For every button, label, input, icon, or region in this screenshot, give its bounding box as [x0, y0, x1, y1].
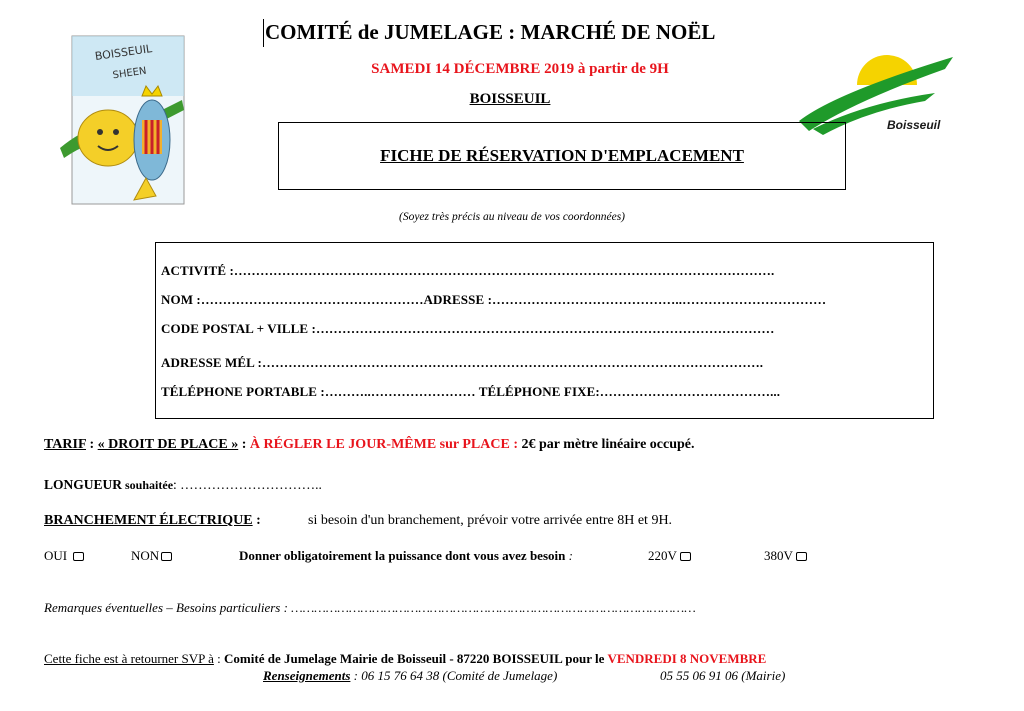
checkbox-non[interactable]: [161, 552, 172, 561]
option-oui-label: OUI: [44, 548, 68, 563]
phone-mairie: 05 55 06 91 06 (Mairie): [660, 668, 786, 683]
logo-left-text-top: BOISSEUIL: [94, 42, 153, 63]
jumelage-logo: [56, 28, 191, 208]
branchement-text: si besoin d'un branchement, prévoir votre arrivée entre 8H et 9H.: [308, 513, 673, 528]
remarques-field[interactable]: Remarques éventuelles – Besoins particuliers : ……………………………………………………………………………………………: [44, 600, 696, 615]
field-nom-adresse[interactable]: NOM :……………………………………………ADRESSE :……………………………………..……………………………: [161, 292, 827, 307]
return-colon: :: [213, 651, 225, 666]
tarif-red-text: À RÉGLER LE JOUR-MÊME sur PLACE :: [249, 437, 522, 452]
longueur-label: LONGUEUR: [44, 477, 123, 492]
puissance-colon: :: [565, 548, 573, 563]
puissance-line: [239, 548, 573, 564]
event-date: SAMEDI 14 DÉCEMBRE 2019 à partir de 9H: [371, 61, 669, 77]
longueur-dots: : …………………………..: [173, 477, 322, 492]
checkbox-220v[interactable]: [680, 552, 691, 561]
tarif-colon2: :: [238, 437, 250, 452]
option-380v-label: 380V: [764, 548, 793, 563]
branchement-line: [44, 513, 261, 529]
option-non-label: NON: [131, 548, 160, 563]
return-deadline: VENDREDI 8 NOVEMBRE: [607, 651, 767, 666]
return-address: Comité de Jumelage Mairie de Boisseuil - 87220 BOISSEUIL pour le: [224, 651, 608, 666]
puissance-text: Donner obligatoirement la puissance dont vous avez besoin: [239, 548, 566, 563]
tarif-line: [44, 437, 695, 453]
text-cursor: [263, 19, 264, 47]
field-telephone[interactable]: TÉLÉPHONE PORTABLE :………..…………………… TÉLÉPHONE FIXE:…………………………………...: [161, 384, 781, 399]
reservation-title: FICHE DE RÉSERVATION D'EMPLACEMENT: [380, 146, 744, 165]
option-220v-label: 220V: [648, 548, 677, 563]
page-title: COMITÉ de JUMELAGE : MARCHÉ DE NOËL: [265, 20, 716, 44]
checkbox-oui[interactable]: [73, 552, 84, 561]
option-220v[interactable]: [648, 548, 691, 564]
tarif-price: 2€ par mètre linéaire occupé.: [521, 437, 695, 452]
return-line: [44, 651, 766, 667]
logo-right-text: Boisseuil: [887, 118, 941, 132]
precision-note: (Soyez très précis au niveau de vos coordonnées): [399, 211, 625, 223]
option-380v[interactable]: [764, 548, 807, 564]
event-town: BOISSEUIL: [469, 91, 551, 107]
option-non[interactable]: [131, 548, 172, 564]
field-adresse-mel[interactable]: ADRESSE MÉL :…………………………………………………………………………………………………….: [161, 355, 764, 370]
return-label: Cette fiche est à retourner SVP à: [44, 651, 214, 666]
option-oui[interactable]: [44, 548, 84, 564]
longueur-line[interactable]: [44, 477, 322, 493]
branchement-colon: :: [252, 513, 261, 528]
field-code-postal-ville[interactable]: CODE POSTAL + VILLE :……………………………………………………………………………………………: [161, 321, 775, 336]
branchement-label: BRANCHEMENT ÉLECTRIQUE: [44, 513, 253, 528]
renseignements-label: Renseignements: [263, 668, 351, 683]
renseignements-line: [263, 668, 557, 684]
longueur-sub: souhaitée: [122, 478, 174, 492]
tarif-droit: « DROIT DE PLACE »: [97, 437, 239, 452]
checkbox-380v[interactable]: [796, 552, 807, 561]
phone-comite: : 06 15 76 64 38 (Comité de Jumelage): [350, 668, 558, 683]
field-activite[interactable]: ACTIVITÉ :…………………………………………………………………………………………………………….: [161, 263, 775, 278]
tarif-colon: :: [86, 437, 98, 452]
tarif-label: TARIF: [44, 437, 86, 452]
logo-left-text-bottom: SHEEN: [112, 65, 148, 82]
